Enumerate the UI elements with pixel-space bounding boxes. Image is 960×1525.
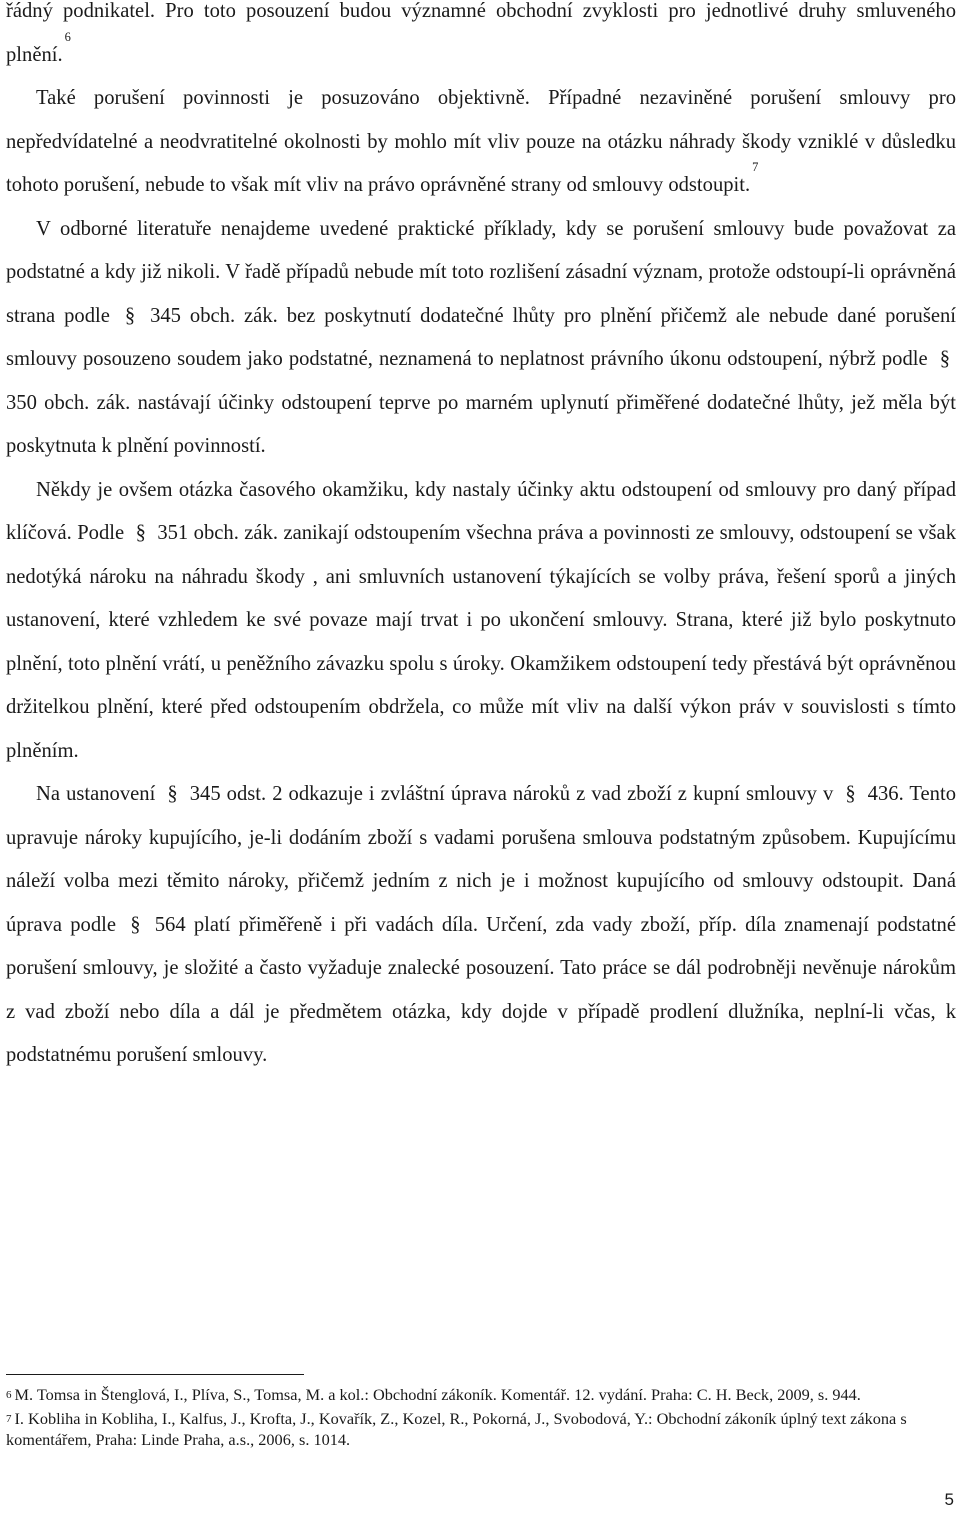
paragraph-4-part-2: 351 obch. zák. zanikají odstoupením všechna práva a povinnosti ze smlouvy, odstoupení se však nedotýká nároku na náhradu škody , ani smluvních ustanovení týkajících se volby práva, řešení sporů a jiných ustanovení, které vzhledem ke své povaze mají trvat i po ukončení smlouvy. Strana, které již bylo poskytnuto plnění, toto plnění vrátí, u peněžního závazku spolu s úroky. Okamžikem odstoupení tedy přestává být oprávněnou držitelkou plnění, které před odstoupením obdržela, co může mít vliv na další výkon práv v souvislosti s tímto plněním. — [6, 522, 956, 762]
paragraph-5-part-2: 345 odst. 2 odkazuje i zvláštní úprava nároků z vad zboží z kupní smlouvy v — [189, 783, 834, 805]
footnote-number: 6 — [6, 1389, 12, 1401]
paragraph-1-text: řádný podnikatel. Pro toto posouzení budou významné obchodní zvyklosti pro jednotlivé druhy smluveného plnění. — [6, 0, 956, 66]
paragraph-3-part-1: V odborné literatuře nenajdeme uvedené praktické příklady, kdy se porušení smlouvy bude považovat za podstatné a kdy již nikoli. V řadě případů nebude mít toto rozlišení zásadní význam, protože odstoupí-li oprávněná strana podle — [6, 217, 956, 327]
footnote-ref-7[interactable]: 7 — [752, 160, 759, 174]
paragraph-2-text: Také porušení povinnosti je posuzováno objektivně. Případné nezaviněné porušení smlouvy pro nepředvídatelné a neodvratitelné okolnosti by mohlo mít vliv pouze na otázku náhrady škody vzniklé v důsledku tohoto porušení, nebude to však mít vliv na právo oprávněné strany od smlouvy odstoupit. — [6, 87, 956, 196]
paragraph-5-part-3: 436. Tento upravuje nároky kupujícího, je-li dodáním zboží s vadami porušena smlouva podstatným způsobem. Kupujícímu náleží volba mezi těmito nároky, přičemž jedním z nich je i možnost kupujícího od smlouvy odstoupit. Daná úprava podle — [6, 783, 956, 936]
paragraph-1 — [6, 0, 956, 77]
page-number: 5 — [944, 1490, 954, 1509]
paragraph-5-part-1: Na ustanovení — [36, 783, 156, 805]
footnote-separator — [6, 1374, 304, 1375]
footnote-text: I. Kobliha in Kobliha, I., Kalfus, J., Krofta, J., Kovařík, Z., Kozel, R., Pokorná, J., Svobodová, Y.: Obchodní zákoník úplný text zákona s komentářem, Praha: Linde Praha, a.s., 2006, s. 1014. — [6, 1408, 907, 1449]
section-sign: § — [167, 783, 178, 805]
section-sign: § — [124, 304, 136, 327]
paragraph-3-part-3: 350 obch. zák. nastávají účinky odstoupení teprve po marném uplynutí přiměřené dodatečné lhůty, jež měla být poskytnuta k plnění povinností. — [6, 391, 956, 457]
footnote-6 — [6, 1384, 946, 1406]
section-sign: § — [130, 913, 141, 936]
paragraph-5 — [6, 773, 956, 1078]
document-page — [6, 0, 956, 1078]
section-sign: § — [939, 348, 950, 370]
paragraph-2 — [6, 77, 956, 208]
paragraph-3-part-2: 345 obch. zák. bez poskytnutí dodatečné lhůty pro plnění přičemž ale nebude dané porušení smlouvy posouzeno soudem jako podstatné, neznamená to neplatnost právního úkonu odstoupení, nýbrž podle — [6, 304, 956, 370]
footnote-number: 7 — [6, 1412, 12, 1425]
paragraph-5-part-4: 564 platí přiměřeně i při vadách díla. Určení, zda vady zboží, příp. díla znamenají podstatné porušení smlouvy, je složité a často vyžaduje znalecké posouzení. Tato práce se dál podrobněji nevěnuje nárokům z vad zboží nebo díla a dál je předmětem otázka, kdy dojde v případě prodlení dlužníka, neplní-li včas, k podstatnému porušení smlouvy. — [6, 913, 956, 1066]
footnote-ref-6[interactable]: 6 — [64, 29, 71, 44]
footnote-7 — [6, 1408, 946, 1451]
paragraph-3 — [6, 208, 956, 469]
footnotes — [6, 1384, 946, 1453]
paragraph-4-part-1: Někdy je ovšem otázka časového okamžiku, kdy nastaly účinky aktu odstoupení od smlouvy pro daný případ klíčová. Podle — [6, 478, 956, 544]
section-sign: § — [845, 783, 856, 805]
footnote-text: M. Tomsa in Štenglová, I., Plíva, S., Tomsa, M. a kol.: Obchodní zákoník. Komentář. 12. vydání. Praha: C. H. Beck, 2009, s. 944. — [14, 1385, 861, 1404]
paragraph-4 — [6, 469, 956, 774]
section-sign: § — [135, 522, 146, 544]
